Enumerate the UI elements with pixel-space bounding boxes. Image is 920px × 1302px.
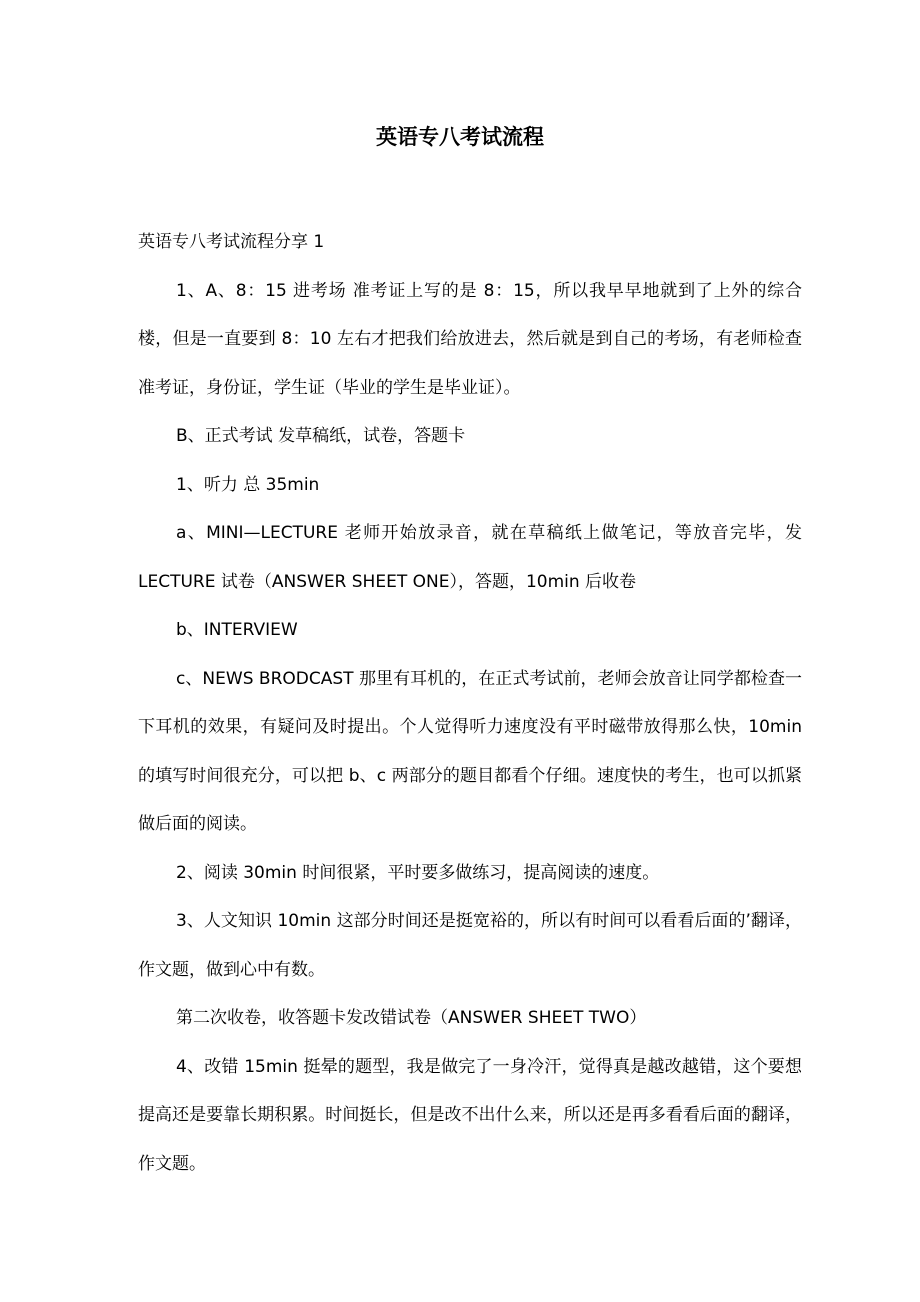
paragraph-6: b、INTERVIEW <box>176 620 298 640</box>
paragraph-1: 英语专八考试流程分享 1 <box>138 232 325 252</box>
paragraph-9: 3、人文知识 10min 这部分时间还是挺宽裕的，所以有时间可以看看后面的’翻译，作文题，做到心中有数。 <box>138 911 802 980</box>
paragraph-7: c、NEWS BRODCAST 那里有耳机的，在正式考试前，老师会放音让同学都检查一下耳机的效果，有疑问及时提出。个人觉得听力速度没有平时磁带放得那么快，10min 的填写时间很充分，可以把 b、c 两部分的题目都看个仔细。速度快的考生，也可以抓紧做后面的阅读。 <box>138 668 802 834</box>
paragraph-4: 1、听力 总 35min <box>176 474 320 495</box>
paragraph-2: 1、A、8：15 进考场 准考证上写的是 8：15，所以我早早地就到了上外的综合楼，但是一直要到 8：10 左右才把我们给放进去，然后就是到自己的考场，有老师检查准考证，身份证，学生证（毕业的学生是毕业证）。 <box>138 280 802 398</box>
paragraph-10: 第二次收卷，收答题卡发改错试卷（ANSWER SHEET TWO） <box>176 1008 647 1028</box>
document-title: 英语专八考试流程 <box>376 125 544 149</box>
paragraph-11: 4、改错 15min 挺晕的题型，我是做完了一身冷汗，觉得真是越改越错，这个要想提高还是要靠长期积累。时间挺长，但是改不出什么来，所以还是再多看看后面的翻译，作文题。 <box>138 1056 802 1174</box>
paragraph-5: a、MINI—LECTURE 老师开始放录音，就在草稿纸上做笔记，等放音完毕，发 LECTURE 试卷（ANSWER SHEET ONE），答题，10min 后收卷 <box>138 523 802 592</box>
paragraph-3: B、正式考试 发草稿纸，试卷，答题卡 <box>176 426 466 446</box>
paragraph-8: 2、阅读 30min 时间很紧，平时要多做练习，提高阅读的速度。 <box>176 862 660 883</box>
document-body <box>138 218 802 1188</box>
